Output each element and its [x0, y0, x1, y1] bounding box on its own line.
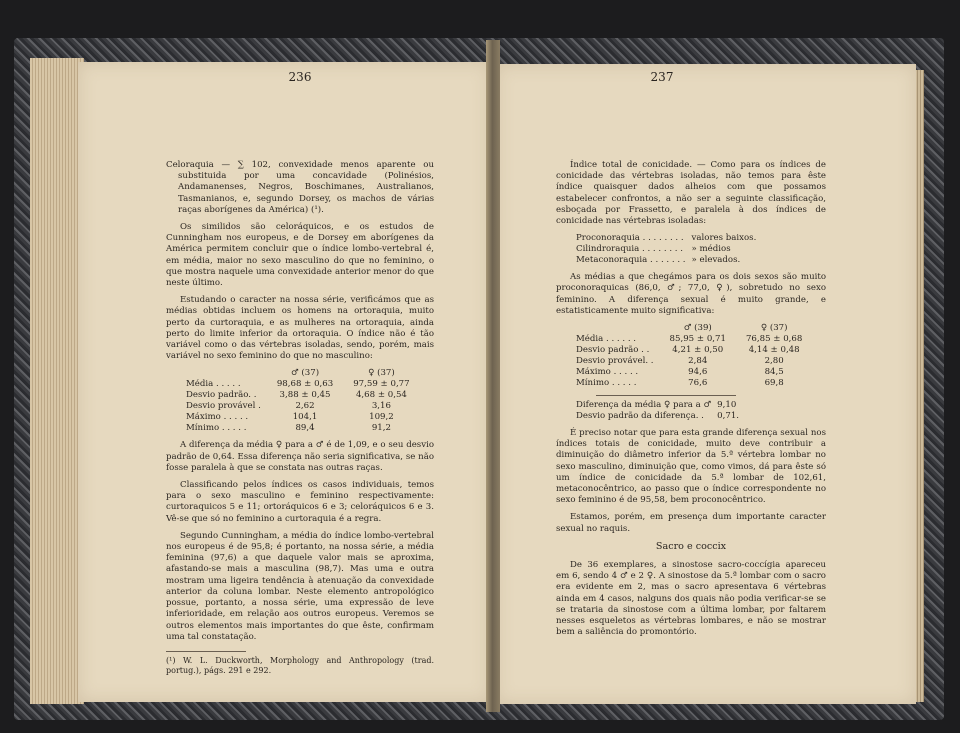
class-label: Metaconoraquia . . . . . . . [576, 255, 686, 266]
table-row [576, 233, 762, 244]
paragraph-celoraquia: Celoraquia — ∑ 102, convexidade menos aparente ou substituida por uma concavidade (Polinésios, Andamanenses, Negros, Boschimanes, Australianos, Tasmanianos, e, segundo Dorsey, os machos de várias raças aborígenes da América) (¹). [166, 160, 434, 215]
diff-value: 9,10 [717, 400, 737, 411]
cell-male: 4,21 ± 0,50 [672, 345, 724, 356]
paragraph-cunningham: Segundo Cunningham, a média do índice lombo-vertebral nos europeus é de 95,8; é portanto, na nossa série, a média feminina (97,6) a que daquele valor mais se aproxima, afastando-se mais a masculina (98,7). Mas uma e outra mostram uma ligeira tendência à atenuação da convexidade anterior da coluna lombar. Neste elemento antropológico possue, portanto, a nossa série, uma expressão de leve inferioridade, em relação aos outros europeus. Veremos se outros elementos mais importantes do que êste, confirmam uma tal constatação. [166, 530, 434, 642]
table-row [576, 334, 812, 345]
paragraph-similidos: Os similidos são celoráquicos, e os estudos de Cunningham nos europeus, e de Dorsey em aborígenes da América permitem concluir que o índice lombo-vertebral é, em média, maior no sexo masculino do que no feminino, o que mostra naquele uma convexidade anterior menor do que neste último. [166, 222, 434, 289]
cell-female: 2,80 [764, 356, 784, 367]
cell-female: 4,68 ± 0,54 [355, 390, 407, 401]
diff-label: Desvio padrão da diferença. . [576, 411, 704, 422]
table-row [186, 390, 420, 401]
book-gutter [486, 40, 500, 712]
table-row [186, 379, 420, 390]
row-label: Mínimo . . . . . [576, 378, 637, 389]
table-row [576, 400, 745, 411]
paragraph-indice-total: Índice total de conicidade. — Como para os índices de conicidade das vértebras isoladas, não temos para êste índice quaisquer dados alheios com que possamos estabelecer confrontos, a não ser a seguinte classificação, esboçada por Frassetto, e paralela à dos índices de conicidade nas vértebras isoladas: [556, 160, 826, 227]
column-header-female: ♀ (37) [760, 323, 788, 334]
table-row [576, 356, 812, 367]
table-row [576, 244, 762, 255]
paragraph-medias: As médias a que chegámos para os dois sexos são muito proconoraquicas (86,0, ♂; 77,0, ♀), sobretudo no sexo feminino. A diferença sexual é muito grande, e estatisticamente muito significativa: [556, 272, 826, 316]
footnote: (¹) W. L. Duckworth, Morphology and Anthropology (trad. portug.), págs. 291 e 292. [166, 655, 434, 676]
classification-table [576, 233, 762, 266]
cell-male: 98,68 ± 0,63 [276, 379, 334, 390]
row-label: Desvio provável. . [576, 356, 654, 367]
table-row [576, 378, 812, 389]
class-label: Cilindroraquia . . . . . . . . [576, 244, 683, 255]
table-row [186, 412, 420, 423]
paragraph-classificando: Classificando pelos índices os casos individuais, temos para o sexo masculino e feminino respectivamente: curtoraquicos 5 e 11; ortoráquicos 6 e 3; celoráquicos 6 e 3. Vê-se que só no feminino a curtoraquia é a regra. [166, 480, 434, 524]
paragraph-preciso: É preciso notar que para esta grande diferença sexual nos índices totais de conicidade, muito deve contribuir a diminuição do diâmetro inferior da 5.ª vértebra lombar no sexo masculino, diminuição que, como vimos, dá para êste só um índice de conicidade da 5.ª lombar de 102,61, metaconocêntrico, ao passo que o índice correspondente no sexo feminino é de 95,58, bem proconocêntrico. [556, 428, 826, 506]
cell-female: 109,2 [369, 412, 394, 423]
table-rule [596, 395, 736, 396]
page-edges-left [30, 58, 84, 704]
right-page-body [556, 160, 826, 644]
cell-female: 76,85 ± 0,68 [745, 334, 803, 345]
cell-female: 97,59 ± 0,77 [353, 379, 410, 390]
row-label: Máximo . . . . . [186, 412, 249, 423]
difference-table [576, 400, 745, 422]
cell-male: 85,95 ± 0,71 [669, 334, 726, 345]
paragraph-estudando: Estudando o caracter na nossa série, verificámos que as médias obtidas incluem os homens na ortoraquia, muito perto da curtoraquia, e as mulheres na ortoraquia, ainda perto do limite inferior da ortoraquia. O índice não é tão variável como o das vértebras isoladas, sendo, porém, mais variável no sexo feminino do que no masculino: [166, 295, 434, 362]
footnote-rule [166, 651, 246, 652]
paragraph-diferenca: A diferença da média ♀ para a ♂ é de 1,09, e o seu desvio padrão de 0,64. Essa diferença não seria significativa, se não fosse paralela à que se constata nas outras raças. [166, 440, 434, 473]
cell-female: 84,5 [764, 367, 784, 378]
table-row [576, 411, 745, 422]
paragraph-estamos: Estamos, porém, em presença dum importante caracter sexual no raquis. [556, 512, 826, 534]
table-row [186, 401, 420, 412]
right-page-number: 237 [650, 70, 674, 84]
row-label: Mínimo . . . . . [186, 423, 247, 434]
cell-female: 69,8 [764, 378, 784, 389]
column-header-male: ♂ (39) [683, 323, 712, 334]
left-page-body [166, 160, 434, 683]
column-header-male: ♂ (37) [290, 368, 320, 379]
class-value: valores baixos. [691, 233, 757, 244]
row-label: Máximo . . . . . [576, 367, 639, 378]
table-row [576, 255, 762, 266]
cell-female: 4,14 ± 0,48 [748, 345, 800, 356]
paragraph-exemplares: De 36 exemplares, a sinostose sacro-coccígia apareceu em 6, sendo 4 ♂ e 2 ♀. A sinostose da 5.ª lombar com o sacro era evidente em 2, mas o sacro apresentava 6 vértebras ainda em 4 casos, nalguns dos quais não podia verificar-se se se trataria da sinostose com a última lombar, por faltarem nesses esqueletos as vértebras lombares, e não se mostrar bem a saliência do promontório. [556, 560, 826, 638]
cell-male: 2,84 [688, 356, 708, 367]
diff-label: Diferença da média ♀ para a ♂ [576, 400, 712, 411]
row-label: Média . . . . . . [576, 334, 637, 345]
cell-male: 104,1 [292, 412, 318, 423]
cell-female: 91,2 [371, 423, 391, 434]
cell-male: 94,6 [688, 367, 708, 378]
cell-male: 76,6 [688, 378, 708, 389]
diff-value: 0,71. [717, 411, 740, 422]
row-label: Média . . . . . [186, 379, 241, 390]
cell-female: 3,16 [371, 401, 391, 412]
section-title: Sacro e coccix [655, 540, 727, 552]
class-label: Proconoraquia . . . . . . . . [576, 233, 684, 244]
table-row [576, 345, 812, 356]
lombo-vertebral-table [186, 368, 420, 434]
row-label: Desvio padrão . . [576, 345, 650, 356]
cell-male: 89,4 [295, 423, 315, 434]
table-row [576, 367, 812, 378]
class-value: » elevados. [691, 255, 741, 266]
table-row [186, 423, 420, 434]
cell-male: 2,62 [295, 401, 315, 412]
row-label: Desvio padrão. . [186, 390, 257, 401]
column-header-female: ♀ (37) [368, 368, 395, 379]
row-label: Desvio provável . [186, 401, 261, 412]
class-value: » médios [691, 244, 731, 255]
cell-male: 3,88 ± 0,45 [279, 390, 331, 401]
left-page-number: 236 [288, 70, 312, 84]
conicidade-table [576, 323, 812, 389]
